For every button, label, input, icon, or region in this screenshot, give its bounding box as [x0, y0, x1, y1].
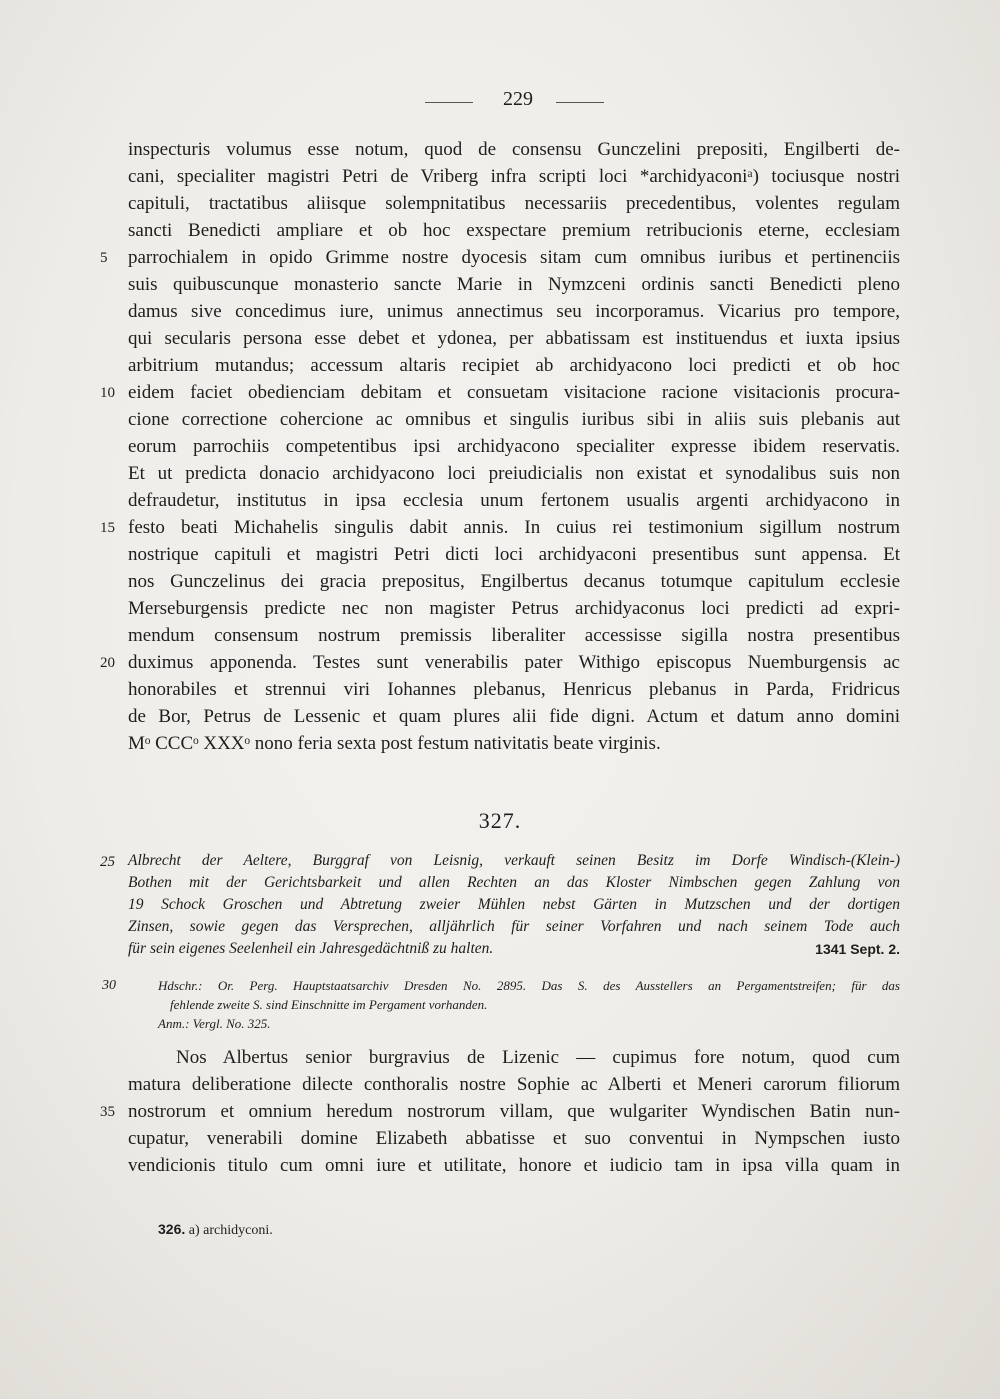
text-line: [100, 244, 900, 271]
regest-text: für sein eigenes Seelenheil ein Jahresgedächtniß zu halten.: [128, 940, 494, 957]
charter-text-326: [100, 136, 900, 757]
line-text: de Bor, Petrus de Lessenic et quam plures alii fide digni. Actum et datum anno domini: [128, 706, 900, 727]
regest-line: [128, 894, 900, 916]
line-text: inspecturis volumus esse notum, quod de consensu Gunczelini prepositi, Engilberti de-: [128, 139, 900, 160]
line-text: damus sive concedimus iure, unimus annectimus seu incorporamus. Vicarius pro tempore,: [128, 301, 900, 322]
text-line: [128, 541, 900, 568]
line-text: capituli, tractatibus aliisque solempnitatibus necessariis precedentibus, volentes regulam: [128, 193, 900, 214]
text-line: [128, 406, 900, 433]
charter-date: 1341 Sept. 2.: [815, 941, 900, 957]
text-line: [128, 433, 900, 460]
header-rule-right: [556, 102, 604, 103]
line-text: qui secularis persona esse debet et ydonea, per abbatissam est instituendus et iuxta ipsius: [128, 328, 900, 349]
line-text: cione correctione cohercione ac omnibus et singulis iuribus sibi in aliis suis plebanis aut: [128, 409, 900, 430]
text-line: [128, 568, 900, 595]
text-line: [100, 1098, 900, 1125]
note-text: Hdschr.: Or. Perg. Hauptstaatsarchiv Dresden No. 2895. Das S. des Ausstellers an Pergamentstreifen; für das: [158, 978, 900, 993]
line-text: duximus apponenda. Testes sunt venerabilis pater Withigo episcopus Nuemburgensis ac: [128, 652, 900, 673]
archival-notes: [102, 976, 900, 1033]
line-text: Nos Albertus senior burgravius de Lizenic — cupimus fore notum, quod cum: [176, 1047, 900, 1068]
regest-summary: [100, 850, 900, 960]
footnote-ref: 326.: [158, 1221, 186, 1237]
regest-line: [128, 872, 900, 894]
line-text: Et ut predicta donacio archidyacono loci preiudicialis non existat et synodalibus suis non: [128, 463, 900, 484]
line-number: 10: [100, 385, 115, 401]
text-line: [128, 163, 900, 190]
note-text: fehlende zweite S. sind Einschnitte im Pergament vorhanden.: [170, 997, 488, 1012]
line-text: eorum parrochiis competentibus ipsi archidyacono specialiter expresse ibidem reservatis.: [128, 436, 900, 457]
document-number: 327.: [478, 808, 522, 833]
line-text: Mᵒ CCCᵒ XXXᵒ nono feria sexta post festum nativitatis beate virginis.: [128, 733, 661, 754]
line-text: parrochialem in opido Grimme nostre dyocesis sitam cum omnibus iuribus et pertinenciis: [128, 247, 900, 268]
text-line: [100, 514, 900, 541]
page-number: 229: [503, 88, 533, 110]
text-line: [128, 676, 900, 703]
line-text: nostrorum et omnium heredum nostrorum villam, que wulgariter Wyndischen Batin nun-: [128, 1101, 900, 1122]
footnote-text: a) archidyconi.: [188, 1223, 273, 1238]
text-line: [100, 649, 900, 676]
note-line: [158, 1014, 900, 1033]
line-text: arbitrium mutandus; accessum altaris recipiet ab archidyacono loci predicti et ob hoc: [128, 355, 900, 376]
regest-text: Bothen mit der Gerichtsbarkeit und allen Rechten an das Kloster Nimbschen gegen Zahlung von: [128, 874, 900, 891]
line-text: mendum consensum nostrum premissis liberaliter accessisse sigilla nostra presentibus: [128, 625, 900, 646]
line-text: nos Gunczelinus dei gracia prepositus, Engilbertus decanus totumque capitulum ecclesie: [128, 571, 900, 592]
note-text: Anm.: Vergl. No. 325.: [158, 1016, 271, 1031]
text-line: [128, 352, 900, 379]
text-line: [128, 460, 900, 487]
text-line: [128, 1125, 900, 1152]
text-line: [128, 136, 900, 163]
text-line: [128, 622, 900, 649]
line-text: cupatur, venerabili domine Elizabeth abbatisse et suo conventui in Nympschen iusto: [128, 1128, 900, 1149]
line-text: Merseburgensis predicte nec non magister Petrus archidyaconus loci predicti ad expri-: [128, 598, 900, 619]
line-text: suis quibuscunque monasterio sancte Marie in Nymzceni ordinis sancti Benedicti pleno: [128, 274, 900, 295]
text-line: [128, 217, 900, 244]
text-line: [128, 298, 900, 325]
text-line: [128, 1044, 900, 1071]
line-number: 15: [100, 520, 115, 536]
line-number: 25: [100, 854, 115, 870]
page-header: [0, 88, 1000, 118]
text-line: [128, 487, 900, 514]
text-line: [100, 379, 900, 406]
header-rule-left: [425, 102, 473, 103]
line-number: 35: [100, 1104, 115, 1120]
text-line: [128, 730, 900, 757]
line-text: honorabiles et strennui viri Iohannes plebanus, Henricus plebanus in Parda, Fridricus: [128, 679, 900, 700]
text-line: [128, 595, 900, 622]
regest-line: [128, 938, 900, 960]
text-line: [128, 1071, 900, 1098]
line-text: festo beati Michahelis singulis dabit annis. In cuius rei testimonium sigillum nostrum: [128, 517, 900, 538]
regest-line: [128, 916, 900, 938]
text-line: [128, 1152, 900, 1179]
line-text: nostrique capituli et magistri Petri dicti loci archidyaconi presentibus sunt appensa. Et: [128, 544, 900, 565]
text-line: [128, 190, 900, 217]
line-text: cani, specialiter magistri Petri de Vriberg infra scripti loci *archidyaconiᵃ) tociusque nostri: [128, 166, 900, 187]
note-line: [102, 976, 900, 995]
line-number: 5: [100, 250, 108, 266]
regest-line: [100, 850, 900, 872]
line-text: matura deliberatione dilecte conthoralis nostre Sophie ac Alberti et Meneri carorum filiorum: [128, 1074, 900, 1095]
charter-text-327: [100, 1044, 900, 1179]
line-text: eidem faciet obedienciam debitam et consuetam visitacione racione visitacionis procura-: [128, 382, 900, 403]
text-line: [128, 325, 900, 352]
line-text: defraudetur, institutus in ipsa ecclesia unum fertonem usualis argenti archidyacono in: [128, 490, 900, 511]
footnote: [158, 1221, 273, 1239]
text-line: [128, 703, 900, 730]
line-number: 20: [100, 655, 115, 671]
text-line: [128, 271, 900, 298]
line-text: vendicionis titulo cum omni iure et utilitate, honore et iudicio tam in ipsa villa quam in: [128, 1155, 900, 1176]
line-number: 30: [102, 978, 116, 993]
regest-text: Zinsen, sowie gegen das Versprechen, alljährlich für seiner Vorfahren und nach seinem Tode auch: [128, 918, 900, 935]
note-line: [158, 995, 900, 1014]
regest-text: 19 Schock Groschen und Abtretung zweier Mühlen nebst Gärten in Mutzschen und der dortigen: [128, 896, 900, 913]
regest-text: Albrecht der Aeltere, Burggraf von Leisnig, verkauft seinen Besitz im Dorfe Windisch-(Klein-): [128, 852, 900, 869]
line-text: sancti Benedicti ampliare et ob hoc exspectare premium retribucionis eterne, ecclesiam: [128, 220, 900, 241]
